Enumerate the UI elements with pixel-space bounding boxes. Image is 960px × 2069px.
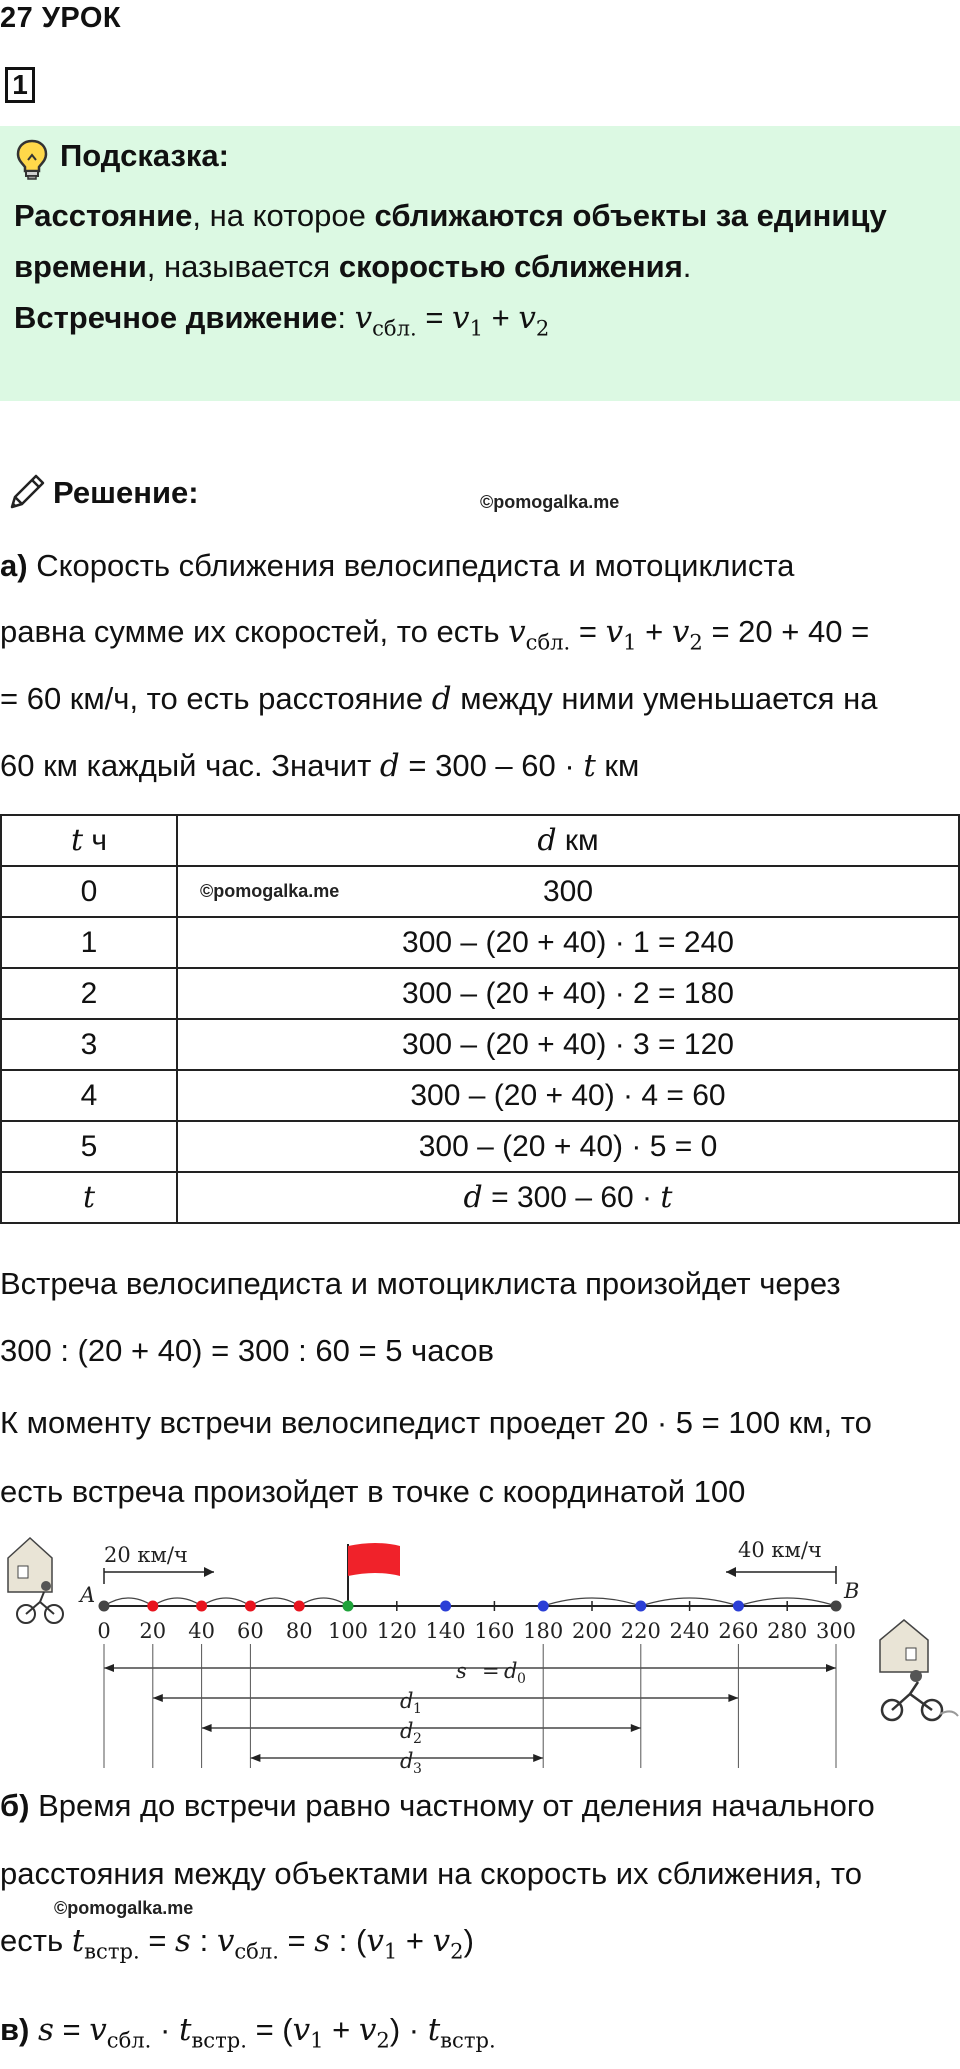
label-d0: d (504, 1659, 518, 1683)
axis-tick-label: 140 (425, 1619, 466, 1643)
formula-sub: 2 (376, 2027, 390, 2053)
formula-var: v (292, 2012, 311, 2048)
table-cell-t: 0 (1, 866, 177, 917)
hint-line-2 (14, 249, 691, 285)
formula-op: ) (463, 1923, 474, 1958)
hint-text: , на которое (192, 198, 375, 233)
formula-op: = (53, 2012, 90, 2047)
watermark: ©pomogalka.me (480, 492, 620, 512)
hint-title-text: Подсказка: (60, 138, 229, 173)
hint-line-3 (14, 300, 549, 340)
formula-var: v (452, 300, 470, 336)
axis-tick-label: 200 (571, 1619, 613, 1643)
task-number: 1 (5, 67, 35, 103)
formula-var: v (89, 2012, 107, 2048)
position-dot (245, 1601, 256, 1612)
formula-sub: 2 (450, 1938, 464, 1964)
label-d0-sub: 0 (517, 1671, 526, 1687)
step-arc (153, 1598, 202, 1606)
axis-tick-label: 80 (285, 1619, 313, 1643)
position-dot (440, 1601, 451, 1612)
hint-term: Встречное движение (14, 300, 338, 335)
label-d3-sub: 3 (413, 1761, 422, 1777)
formula-op: + (636, 614, 672, 649)
table-cell-d: 300 – (20 + 40) · 4 = 60 (177, 1070, 959, 1121)
table-cell-d: 300 – (20 + 40) · 3 = 120 (177, 1019, 959, 1070)
position-dot (294, 1601, 305, 1612)
speed-left-label: 20 км/ч (104, 1543, 188, 1567)
pencil-icon (6, 471, 48, 513)
position-dot (147, 1601, 158, 1612)
meeting-line-4: есть встреча произойдет в точке с координатой 100 (0, 1474, 746, 1509)
axis-tick-label: 180 (523, 1619, 564, 1643)
label-d2: d (400, 1719, 414, 1743)
formula-sub: сбл. (525, 629, 571, 655)
label-d2-sub: 2 (413, 1731, 422, 1747)
formula-op: = ( (246, 2012, 293, 2047)
formula-var: v (605, 614, 624, 650)
formula-op: + (323, 2012, 359, 2047)
formula-sub: 2 (689, 629, 703, 655)
part-a-line-2 (0, 614, 869, 654)
axis-tick-label: 240 (669, 1619, 710, 1643)
hint-term: Расстояние (14, 198, 193, 233)
formula-var: t (583, 748, 596, 784)
dimension-arrow (250, 1754, 260, 1762)
label-s: s (456, 1659, 467, 1683)
number-line-figure (0, 1522, 960, 1792)
table-row (1, 1019, 959, 1070)
text: = 60 км/ч, то есть расстояние (0, 681, 432, 716)
dimension-arrow (826, 1664, 836, 1672)
table-header-row (1, 815, 959, 866)
cyclist-house-icon (8, 1538, 63, 1623)
formula-var: t (427, 2012, 441, 2048)
axis-tick-label: 260 (718, 1619, 759, 1643)
hint-term: скоростью сближения (338, 249, 683, 284)
text: есть (0, 1923, 72, 1958)
text: км (595, 748, 640, 783)
table-value: 300 (542, 874, 594, 908)
table-cell-t: 5 (1, 1121, 177, 1172)
axis-tick-label: 220 (620, 1619, 661, 1643)
dimension-arrow (153, 1694, 163, 1702)
position-dot (343, 1601, 354, 1612)
axis-tick-label: 20 (139, 1619, 167, 1643)
label-d1: d (400, 1689, 414, 1713)
formula-sub: 1 (623, 629, 637, 655)
position-dot (733, 1601, 744, 1612)
label-d3: d (400, 1749, 414, 1773)
formula-sub: встр. (191, 2027, 247, 2053)
formula-sub: сбл. (372, 315, 417, 341)
part-label: а) (0, 548, 28, 583)
formula-var: d (463, 1180, 483, 1215)
part-a-line-1 (0, 548, 794, 584)
formula-var: v (518, 300, 536, 336)
meeting-line-2: 300 : (20 + 40) = 300 : 60 = 5 часов (0, 1333, 495, 1368)
text: Время до встречи равно частному от деления начального (29, 1788, 875, 1823)
axis-tick-label: 0 (97, 1619, 111, 1643)
hint-term: сближаются объекты за единицу (374, 198, 887, 233)
formula-op: : ( (330, 1923, 367, 1958)
hint-text: . (682, 249, 692, 284)
formula-sub: 1 (310, 2027, 324, 2053)
meeting-flag-icon (348, 1543, 400, 1606)
formula-op: + (482, 300, 519, 335)
formula-op: = (570, 614, 606, 649)
table-row (1, 1070, 959, 1121)
formula-sub: сбл. (234, 1938, 279, 1964)
formula-var: s (38, 2012, 54, 2048)
formula-op: + (397, 1923, 433, 1958)
distance-dimensions (104, 1644, 836, 1768)
step-arcs (104, 1598, 836, 1606)
hint-term: времени (14, 249, 147, 284)
formula-var: d (431, 681, 452, 717)
speed-right-label: 40 км/ч (738, 1538, 822, 1562)
formula-sub: 1 (469, 315, 483, 341)
table-cell-d: 300 – (20 + 40) · 5 = 0 (177, 1121, 959, 1172)
formula-var: t (660, 1180, 673, 1215)
step-arc (250, 1598, 299, 1606)
axis-tick-label: 280 (767, 1619, 808, 1643)
position-dot (538, 1601, 549, 1612)
meeting-line-3: К моменту встречи велосипедист проедет 20 · 5 = 100 км, то (0, 1405, 872, 1440)
label-d1-sub: 1 (413, 1701, 422, 1717)
formula-sub: 1 (383, 1938, 398, 1964)
axis-tick-label: 120 (376, 1619, 417, 1643)
lesson-title: 27 УРОК (0, 2, 122, 34)
table-cell-t (1, 1172, 177, 1223)
table-row (1, 968, 959, 1019)
position-dot (635, 1601, 646, 1612)
hint-title (14, 138, 229, 174)
dimension-arrow (631, 1724, 641, 1732)
text: Скорость сближения велосипедиста и мотоциклиста (27, 548, 795, 583)
solution-title (6, 475, 199, 511)
values-table (0, 814, 960, 1224)
part-b-line-1 (0, 1788, 875, 1824)
dimension-arrow (202, 1724, 212, 1732)
label-eq: = (482, 1659, 500, 1683)
formula-var: v (216, 1923, 235, 1959)
table-cell-t: 3 (1, 1019, 177, 1070)
table-cell-t: 2 (1, 968, 177, 1019)
position-dot (196, 1601, 207, 1612)
hint-box (0, 126, 960, 401)
unit: км (556, 824, 599, 857)
table-cell-d: 300 – (20 + 40) · 2 = 180 (177, 968, 959, 1019)
formula-op: : (190, 1923, 217, 1958)
formula-var: v (671, 614, 690, 650)
part-a-line-4 (0, 748, 639, 784)
table-row (1, 1121, 959, 1172)
position-dot (831, 1601, 842, 1612)
formula-op: = (278, 1923, 315, 1958)
position-dot (99, 1601, 110, 1612)
dimension-arrow (728, 1694, 738, 1702)
formula-var: t (82, 1180, 96, 1215)
formula-var: v (432, 1923, 451, 1959)
text: равна сумме их скоростей, то есть (0, 614, 509, 649)
table-row (1, 1172, 959, 1223)
table-cell-d (177, 866, 959, 917)
formula-var: s (314, 1923, 331, 1959)
point-a-label: A (80, 1583, 96, 1607)
formula-var: v (354, 300, 373, 336)
part-b-line-2: расстояния между объектами на скорость их сближения, то (0, 1856, 862, 1891)
formula-var: d (537, 823, 557, 858)
formula-op: = (416, 300, 453, 335)
table-row (1, 866, 959, 917)
hint-line-1 (14, 198, 887, 234)
table-cell-d: 300 – (20 + 40) · 1 = 240 (177, 917, 959, 968)
dimension-arrow (533, 1754, 543, 1762)
table-cell-d (177, 1172, 959, 1223)
table-cell-t: 4 (1, 1070, 177, 1121)
watermark: ©pomogalka.me (200, 881, 340, 901)
formula-op: = 20 + 40 = (711, 614, 870, 649)
dimension-arrow (104, 1664, 114, 1672)
table-header-d (177, 815, 959, 866)
formula-var: v (366, 1923, 384, 1959)
step-arc (104, 1598, 153, 1606)
part-label: в) (0, 2012, 30, 2047)
axis-tick-label: 160 (474, 1619, 515, 1643)
formula-var: v (358, 2012, 377, 2048)
hint-text: : (337, 300, 355, 335)
motorcyclist-house-icon (880, 1620, 958, 1720)
formula-sub: встр. (84, 1938, 140, 1964)
step-arc (202, 1598, 251, 1606)
formula-op: · (151, 2012, 179, 2047)
speed-left-arrow (104, 1543, 214, 1584)
text: 60 км каждый час. Значит (0, 748, 380, 783)
text: между ними уменьшается на (451, 681, 878, 716)
formula-var: t (178, 2012, 192, 2048)
step-arc (299, 1598, 348, 1606)
axis-tick-label: 300 (815, 1619, 857, 1643)
part-b-line-3 (0, 1923, 474, 1963)
formula-op: = 300 – 60 · (482, 1181, 661, 1214)
part-a-line-3 (0, 681, 877, 717)
axis-tick-label: 100 (327, 1619, 369, 1643)
formula-op: = (139, 1923, 176, 1958)
meeting-line-1: Встреча велосипедиста и мотоциклиста произойдет через (0, 1266, 841, 1301)
table-row (1, 917, 959, 968)
formula-var: t (70, 823, 84, 858)
unit: ч (83, 824, 108, 857)
speed-right-arrow (726, 1538, 836, 1584)
axis-tick-label: 40 (188, 1619, 215, 1643)
formula-sub: сбл. (106, 2027, 152, 2053)
part-c-line-1 (0, 2012, 496, 2052)
formula-var: t (71, 1923, 85, 1959)
formula-var: v (508, 614, 526, 650)
formula-sub: встр. (440, 2027, 496, 2053)
table-cell-t: 1 (1, 917, 177, 968)
part-label: б) (0, 1788, 30, 1823)
formula-var: d (379, 748, 400, 784)
formula-sub: 2 (535, 315, 550, 341)
text: = 300 – 60 · (399, 748, 584, 783)
watermark: ©pomogalka.me (54, 1898, 194, 1918)
solution-title-text: Решение: (53, 475, 199, 510)
axis-tick-label: 60 (237, 1619, 264, 1643)
hint-text: , называется (146, 249, 339, 284)
table-header-t (1, 815, 177, 866)
formula-var: s (175, 1923, 191, 1959)
formula-op: ) · (389, 2012, 428, 2047)
lightbulb-icon (14, 138, 50, 180)
point-b-label: B (844, 1579, 860, 1603)
